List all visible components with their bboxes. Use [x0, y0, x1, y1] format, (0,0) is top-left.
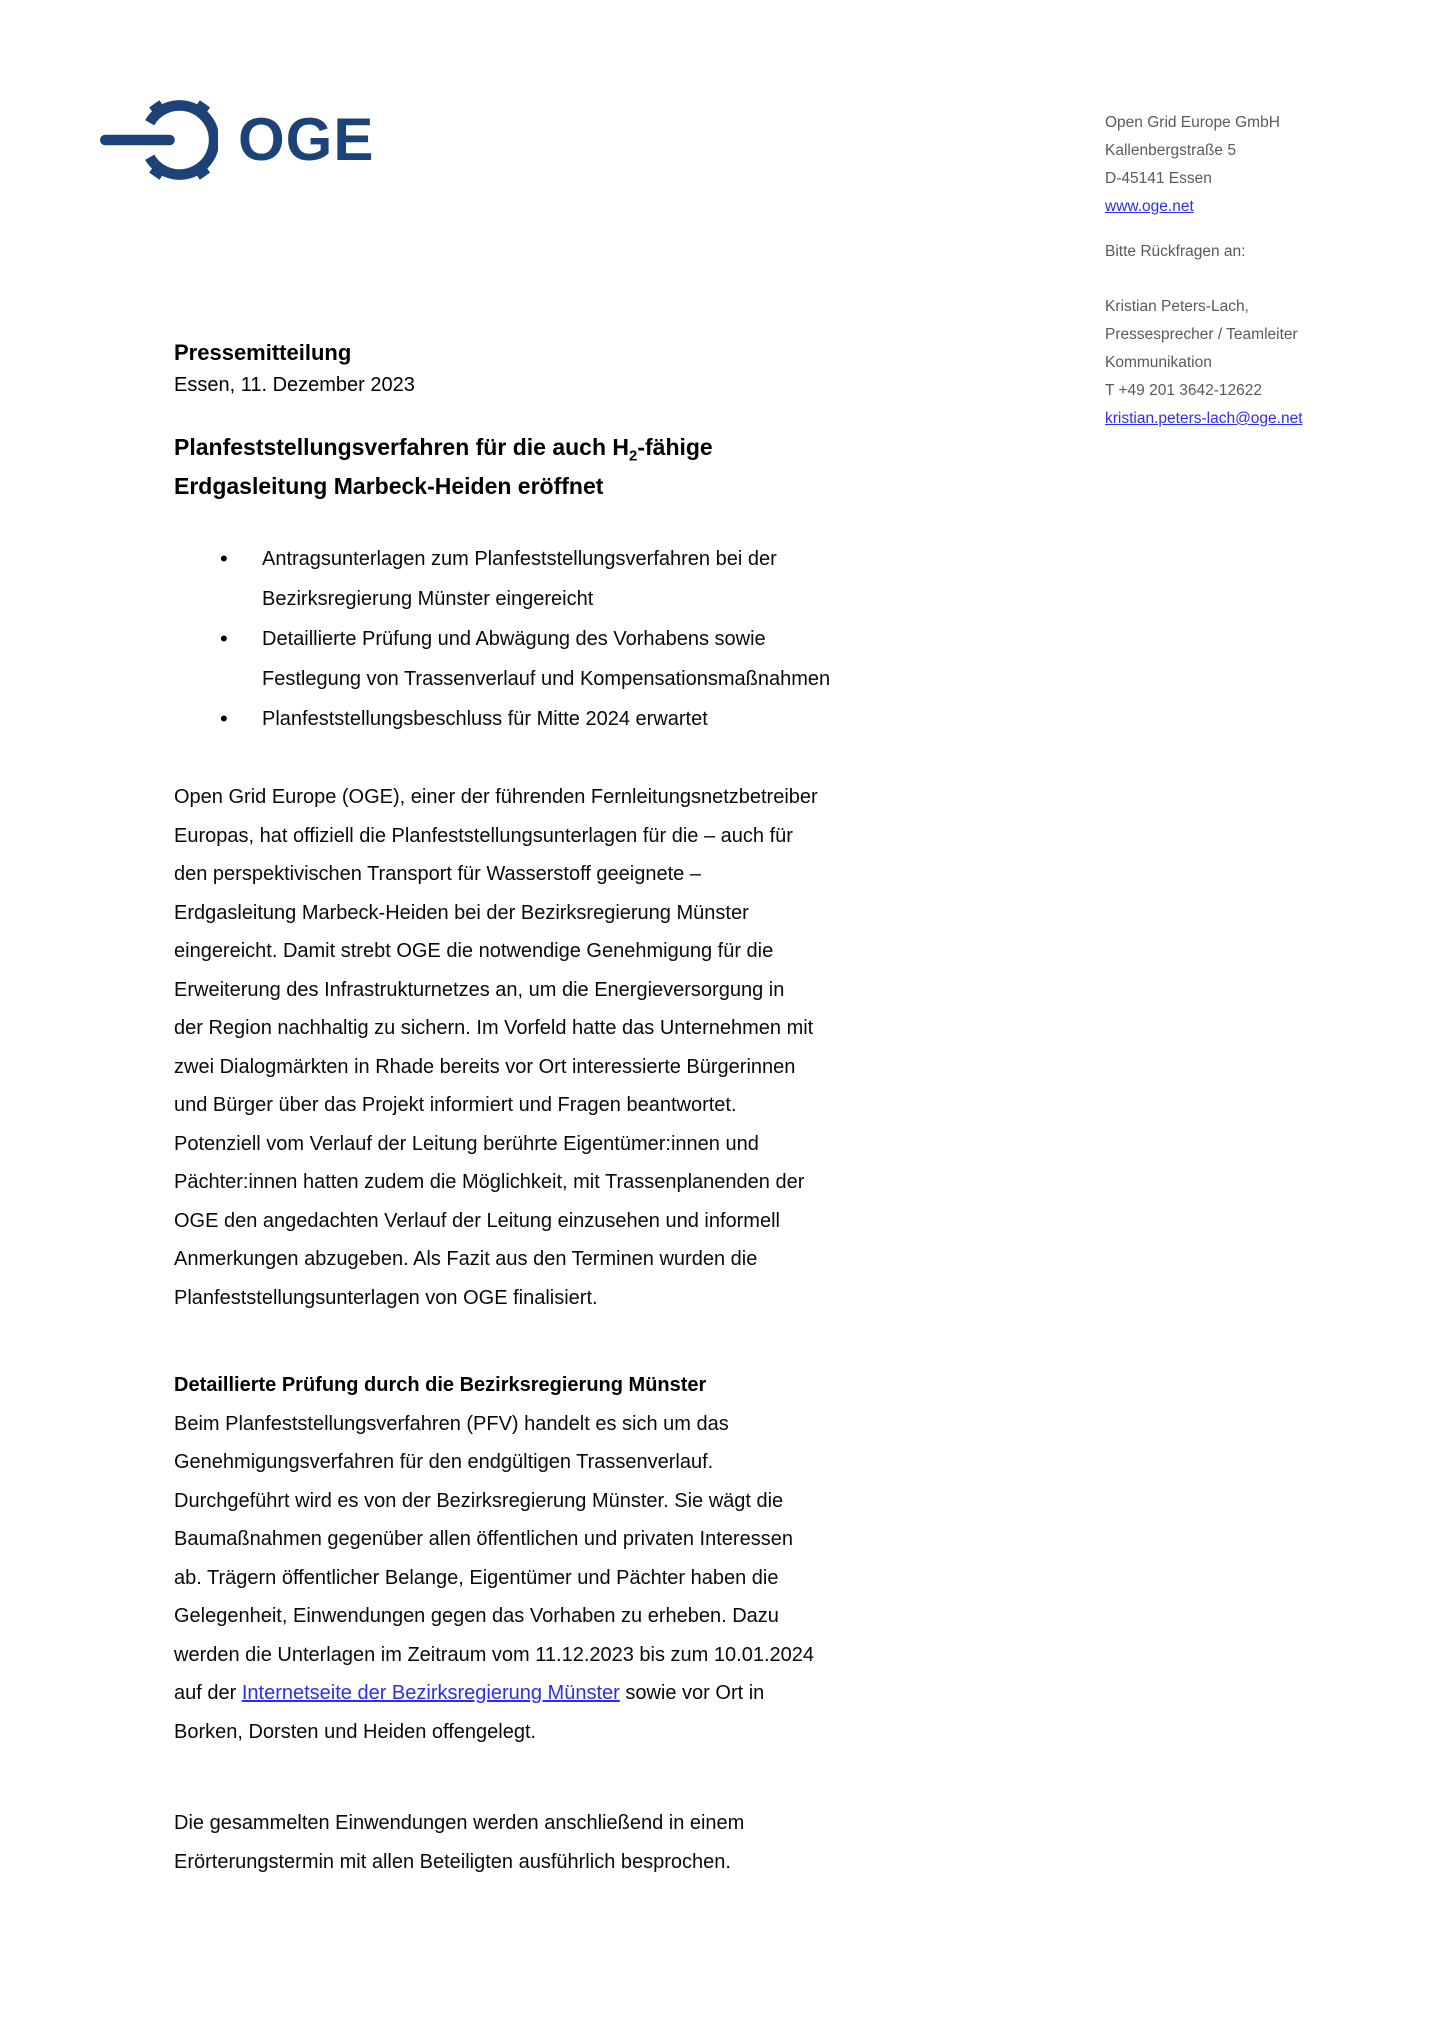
text-line: Die gesammelten Einwendungen werden anschließend in einem — [174, 1812, 745, 1834]
text-line: OGE den angedachten Verlauf der Leitung einzusehen und informell — [174, 1209, 780, 1232]
text-line: werden die Unterlagen im Zeitraum vom 11.12.2023 bis zum 10.01.2024 — [174, 1643, 814, 1666]
headline-text: Planfeststellungsverfahren für die auch H — [174, 434, 630, 460]
text-line: den perspektivischen Transport für Wasserstoff geeignete – — [174, 863, 701, 885]
bullet-line: • Detaillierte Prüfung und Abwägung des Vorhabens sowie — [262, 628, 766, 650]
text-line: Genehmigungsverfahren für den endgültigen Trassenverlauf. — [174, 1451, 714, 1473]
company-city: D-45141 Essen — [1105, 170, 1212, 187]
body-line-with-link — [174, 1674, 814, 1713]
contact-department: Kommunikation — [1105, 354, 1212, 371]
paragraph-3 — [174, 1804, 744, 1881]
bullet-item — [174, 619, 874, 699]
text-line: zwei Dialogmärkten in Rhade bereits vor Ort interessierte Bürgerinnen — [174, 1055, 796, 1078]
oge-pipeline-valve-icon — [100, 92, 218, 188]
summary-bullet-list — [174, 539, 874, 739]
text-line: Pächter:innen hatten zudem die Möglichkeit, mit Trassenplanenden der — [174, 1171, 805, 1193]
text-line: Anmerkungen abzugeben. Als Fazit aus den Terminen wurden die — [174, 1248, 758, 1270]
text-line: Potenziell vom Verlauf der Leitung berührte Eigentümer:innen und — [174, 1132, 759, 1155]
bullet-line: Bezirksregierung Münster eingereicht — [262, 588, 594, 610]
bullet-item — [174, 539, 874, 619]
company-name: Open Grid Europe GmbH — [1105, 114, 1280, 131]
email-link[interactable]: kristian.peters-lach@oge.net — [1105, 410, 1303, 427]
h2-subscript: 2 — [629, 447, 638, 465]
section-2-body-before-link — [174, 1405, 814, 1675]
section-2-heading: Detaillierte Prüfung durch die Bezirksregierung Münster — [174, 1374, 707, 1396]
text-line: Open Grid Europe (OGE), einer der führenden Fernleitungsnetzbetreiber — [174, 786, 818, 808]
bullet-line: Festlegung von Trassenverlauf und Kompensationsmaßnahmen — [262, 668, 831, 690]
paragraph-1 — [174, 778, 818, 1317]
text-line: Europas, hat offiziell die Planfeststellungsunterlagen für die – auch für — [174, 824, 793, 847]
text-line: Erdgasleitung Marbeck-Heiden bei der Bezirksregierung Münster — [174, 901, 749, 924]
section-2-body-after-link — [174, 1713, 814, 1752]
oge-logo — [100, 92, 374, 188]
bullet-line: • Planfeststellungsbeschluss für Mitte 2024 erwartet — [262, 708, 708, 730]
doc-type-title: Pressemitteilung — [174, 340, 352, 365]
contact-person: Kristian Peters-Lach, — [1105, 298, 1249, 315]
text-line: Erweiterung des Infrastrukturnetzes an, um die Energieversorgung in — [174, 978, 785, 1001]
company-street: Kallenbergstraße 5 — [1105, 142, 1236, 159]
text-line: Erörterungstermin mit allen Beteiligten ausführlich besprochen. — [174, 1850, 731, 1873]
contact-phone: T +49 201 3642-12622 — [1105, 382, 1263, 399]
dateline: Essen, 11. Dezember 2023 — [174, 374, 415, 396]
inquiries-label: Bitte Rückfragen an: — [1105, 243, 1246, 260]
text-line: Baumaßnahmen gegenüber allen öffentlichen und privaten Interessen — [174, 1528, 793, 1550]
contact-role: Pressesprecher / Teamleiter — [1105, 326, 1298, 343]
text-line: Borken, Dorsten und Heiden offengelegt. — [174, 1720, 537, 1743]
contact-block — [1105, 109, 1405, 433]
text-line: Gelegenheit, Einwendungen gegen das Vorhaben zu erheben. Dazu — [174, 1605, 779, 1627]
text-line: ab. Trägern öffentlicher Belange, Eigentümer und Pächter haben die — [174, 1566, 779, 1589]
bullet-item — [174, 699, 874, 739]
text-line: Planfeststellungsunterlagen von OGE finalisiert. — [174, 1286, 598, 1309]
logo-wordmark: OGE — [238, 106, 375, 173]
headline-line-1 — [174, 428, 713, 467]
headline-line-2: Erdgasleitung Marbeck-Heiden eröffnet — [174, 473, 604, 499]
link-line-pre: auf der — [174, 1682, 242, 1704]
text-line: Durchgeführt wird es von der Bezirksregierung Münster. Sie wägt die — [174, 1489, 784, 1512]
website-link[interactable]: www.oge.net — [1105, 198, 1194, 215]
section-2 — [174, 1366, 814, 1751]
text-line: eingereicht. Damit strebt OGE die notwendige Genehmigung für die — [174, 940, 774, 962]
bullet-line: • Antragsunterlagen zum Planfeststellungsverfahren bei der — [262, 548, 777, 570]
headline — [174, 428, 713, 506]
link-line-post: sowie vor Ort in — [619, 1682, 765, 1704]
bezirksregierung-muenster-link[interactable]: Internetseite der Bezirksregierung Münster — [241, 1682, 620, 1704]
text-line: und Bürger über das Projekt informiert und Fragen beantwortet. — [174, 1094, 737, 1116]
headline-text: -fähige — [637, 434, 713, 460]
text-line: Beim Planfeststellungsverfahren (PFV) handelt es sich um das — [174, 1412, 729, 1435]
text-line: der Region nachhaltig zu sichern. Im Vorfeld hatte das Unternehmen mit — [174, 1017, 814, 1039]
